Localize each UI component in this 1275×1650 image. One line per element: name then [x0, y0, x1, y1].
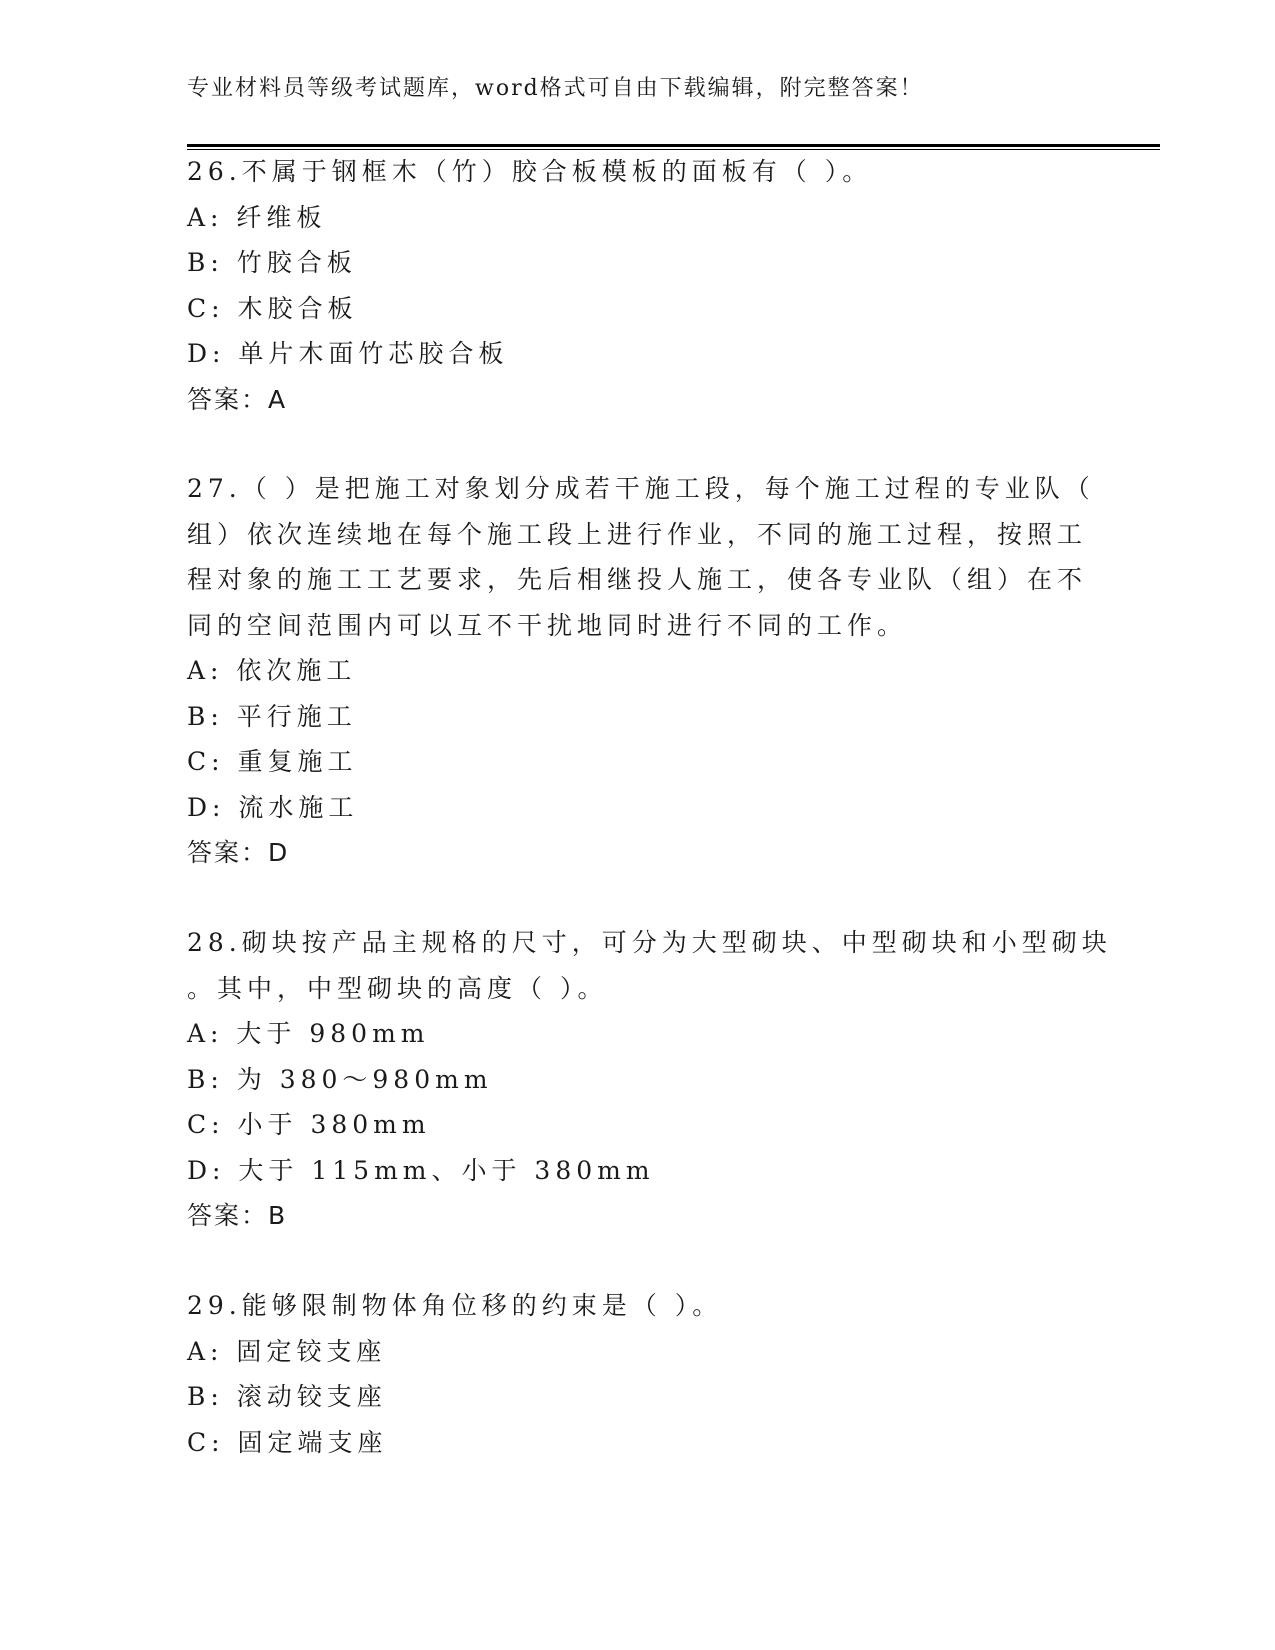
question-stem: 26.不属于钢框木（竹）胶合板模板的面板有（ ）。: [187, 157, 873, 186]
option-a: A: 依次施工: [187, 656, 357, 685]
question-stem-line-4: 同的空间范围内可以互不干扰地同时进行不同的工作。: [187, 610, 908, 640]
page-header: 专业材料员等级考试题库，word格式可自由下载编辑，附完整答案！: [187, 76, 924, 101]
answer-line: 答案：D: [187, 838, 290, 867]
option-c: C: 固定端支座: [187, 1427, 388, 1457]
answer-line: 答案：B: [187, 1201, 288, 1230]
option-c: C: 小于 380mm: [187, 1110, 431, 1139]
question-stem-line-1: 27.（ ）是把施工对象划分成若干施工段，每个施工过程的专业队（: [187, 474, 1095, 503]
question-27: [187, 466, 1095, 876]
option-b: B: 为 380～980mm: [187, 1064, 493, 1094]
answer-line: 答案：A: [187, 384, 288, 414]
question-26: [187, 149, 1087, 422]
option-b: B: 滚动铰支座: [187, 1382, 387, 1411]
option-c: C: 木胶合板: [187, 293, 358, 323]
question-stem: 29.能够限制物体角位移的约束是（ ）。: [187, 1291, 723, 1320]
question-stem-line-2: 组）依次连续地在每个施工段上进行作业，不同的施工过程，按照工: [187, 519, 1088, 549]
question-stem-line-3: 程对象的施工工艺要求，先后相继投人施工，使各专业队（组）在不: [187, 565, 1088, 594]
option-a: A: 固定铰支座: [187, 1336, 387, 1366]
option-a: A: 纤维板: [187, 202, 327, 232]
question-28: [187, 920, 1112, 1239]
option-d: D: 单片木面竹芯胶合板: [187, 339, 509, 368]
option-d: D: 流水施工: [187, 792, 359, 822]
option-a: A: 大于 980mm: [187, 1019, 430, 1048]
option-c: C: 重复施工: [187, 747, 358, 776]
option-b: B: 平行施工: [187, 701, 357, 731]
question-29: [187, 1283, 1087, 1465]
option-b: B: 竹胶合板: [187, 248, 357, 277]
option-d: D: 大于 115mm、小于 380mm: [187, 1155, 655, 1185]
question-stem-line-2: 。其中，中型砌块的高度（ ）。: [187, 973, 608, 1003]
question-stem-line-1: 28.砌块按产品主规格的尺寸，可分为大型砌块、中型砌块和小型砌块: [187, 928, 1112, 957]
